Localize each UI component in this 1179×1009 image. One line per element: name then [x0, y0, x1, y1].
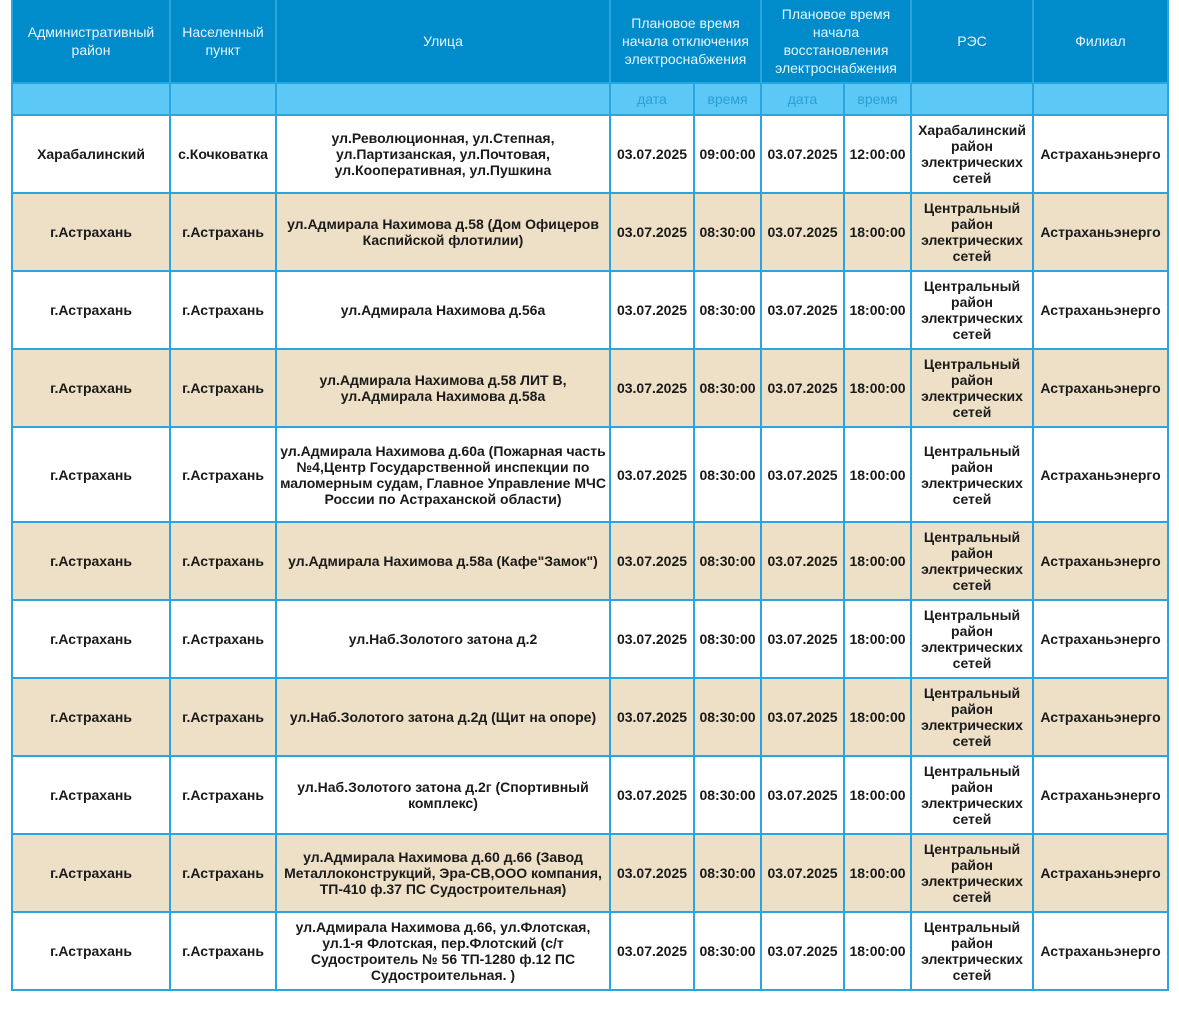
cell-res: Центральный район электрических сетей [911, 427, 1033, 522]
cell-district: г.Астрахань [12, 193, 170, 271]
cell-off-date: 03.07.2025 [610, 678, 694, 756]
cell-off-date: 03.07.2025 [610, 349, 694, 427]
table-row [12, 600, 1168, 678]
table-row [12, 115, 1168, 193]
cell-res: Центральный район электрических сетей [911, 349, 1033, 427]
cell-off-date: 03.07.2025 [610, 427, 694, 522]
cell-off-time: 08:30:00 [694, 600, 761, 678]
cell-street: ул.Адмирала Нахимова д.58 ЛИТ В, ул.Адмирала Нахимова д.58а [276, 349, 610, 427]
header-row [12, 0, 1168, 83]
cell-res: Центральный район электрических сетей [911, 193, 1033, 271]
cell-locality: г.Астрахань [170, 193, 276, 271]
cell-district: г.Астрахань [12, 600, 170, 678]
header-locality: Населенный пункт [170, 0, 276, 83]
cell-on-time: 18:00:00 [844, 756, 911, 834]
cell-branch: Астраханьэнерго [1033, 678, 1168, 756]
cell-off-date: 03.07.2025 [610, 115, 694, 193]
cell-on-time: 18:00:00 [844, 912, 911, 990]
cell-branch: Астраханьэнерго [1033, 756, 1168, 834]
cell-street: ул.Адмирала Нахимова д.60а (Пожарная часть №4,Центр Государственной инспекции по маломерным судам, Главное Управление МЧС России по Астраханской области) [276, 427, 610, 522]
header-street: Улица [276, 0, 610, 83]
cell-on-time: 18:00:00 [844, 193, 911, 271]
cell-on-date: 03.07.2025 [761, 522, 844, 600]
cell-off-time: 08:30:00 [694, 756, 761, 834]
cell-district: г.Астрахань [12, 756, 170, 834]
subheader-on-date: дата [761, 83, 844, 115]
cell-street: ул.Наб.Золотого затона д.2 [276, 600, 610, 678]
subheader-off-time: время [694, 83, 761, 115]
cell-on-time: 12:00:00 [844, 115, 911, 193]
cell-off-time: 09:00:00 [694, 115, 761, 193]
subheader-on-time: время [844, 83, 911, 115]
cell-street: ул.Адмирала Нахимова д.58а (Кафе"Замок") [276, 522, 610, 600]
cell-res: Центральный район электрических сетей [911, 600, 1033, 678]
cell-off-time: 08:30:00 [694, 834, 761, 912]
cell-off-date: 03.07.2025 [610, 271, 694, 349]
cell-on-time: 18:00:00 [844, 678, 911, 756]
cell-branch: Астраханьэнерго [1033, 522, 1168, 600]
cell-district: г.Астрахань [12, 912, 170, 990]
outage-table [11, 0, 1169, 991]
table-row [12, 834, 1168, 912]
header-branch: Филиал [1033, 0, 1168, 83]
subheader-empty [12, 83, 170, 115]
cell-off-date: 03.07.2025 [610, 756, 694, 834]
subheader-off-date: дата [610, 83, 694, 115]
cell-locality: г.Астрахань [170, 427, 276, 522]
cell-street: ул.Адмирала Нахимова д.58 (Дом Офицеров Каспийской флотилии) [276, 193, 610, 271]
cell-locality: г.Астрахань [170, 756, 276, 834]
table-row [12, 427, 1168, 522]
header-on-time: Плановое время начала восстановления электроснабжения [761, 0, 911, 83]
cell-on-date: 03.07.2025 [761, 756, 844, 834]
cell-res: Центральный район электрических сетей [911, 912, 1033, 990]
cell-on-time: 18:00:00 [844, 834, 911, 912]
cell-res: Центральный район электрических сетей [911, 756, 1033, 834]
cell-street: ул.Наб.Золотого затона д.2г (Спортивный комплекс) [276, 756, 610, 834]
cell-street: ул.Адмирала Нахимова д.56а [276, 271, 610, 349]
cell-branch: Астраханьэнерго [1033, 834, 1168, 912]
cell-res: Центральный район электрических сетей [911, 522, 1033, 600]
table-row [12, 678, 1168, 756]
cell-res: Центральный район электрических сетей [911, 271, 1033, 349]
cell-district: г.Астрахань [12, 678, 170, 756]
cell-off-date: 03.07.2025 [610, 522, 694, 600]
header-res: РЭС [911, 0, 1033, 83]
cell-on-time: 18:00:00 [844, 271, 911, 349]
cell-locality: г.Астрахань [170, 834, 276, 912]
subheader-row [12, 83, 1168, 115]
cell-locality: г.Астрахань [170, 678, 276, 756]
cell-locality: г.Астрахань [170, 912, 276, 990]
subheader-empty [911, 83, 1033, 115]
cell-branch: Астраханьэнерго [1033, 193, 1168, 271]
cell-locality: г.Астрахань [170, 522, 276, 600]
cell-on-date: 03.07.2025 [761, 600, 844, 678]
cell-branch: Астраханьэнерго [1033, 115, 1168, 193]
cell-on-time: 18:00:00 [844, 600, 911, 678]
cell-branch: Астраханьэнерго [1033, 271, 1168, 349]
cell-off-time: 08:30:00 [694, 522, 761, 600]
cell-on-time: 18:00:00 [844, 522, 911, 600]
table-row [12, 193, 1168, 271]
cell-branch: Астраханьэнерго [1033, 427, 1168, 522]
cell-district: г.Астрахань [12, 834, 170, 912]
cell-street: ул.Революционная, ул.Степная, ул.Партизанская, ул.Почтовая, ул.Кооперативная, ул.Пушкина [276, 115, 610, 193]
table-row [12, 271, 1168, 349]
cell-branch: Астраханьэнерго [1033, 912, 1168, 990]
cell-street: ул.Наб.Золотого затона д.2д (Щит на опоре) [276, 678, 610, 756]
cell-off-time: 08:30:00 [694, 912, 761, 990]
cell-locality: г.Астрахань [170, 271, 276, 349]
cell-off-date: 03.07.2025 [610, 834, 694, 912]
cell-district: г.Астрахань [12, 427, 170, 522]
cell-on-date: 03.07.2025 [761, 193, 844, 271]
cell-branch: Астраханьэнерго [1033, 600, 1168, 678]
cell-off-time: 08:30:00 [694, 271, 761, 349]
cell-res: Центральный район электрических сетей [911, 678, 1033, 756]
cell-locality: с.Кочковатка [170, 115, 276, 193]
table-row [12, 912, 1168, 990]
table-row [12, 349, 1168, 427]
header-off-time: Плановое время начала отключения электроснабжения [610, 0, 761, 83]
cell-res: Центральный район электрических сетей [911, 834, 1033, 912]
cell-on-date: 03.07.2025 [761, 427, 844, 522]
cell-res: Харабалинский район электрических сетей [911, 115, 1033, 193]
subheader-empty [170, 83, 276, 115]
subheader-empty [1033, 83, 1168, 115]
cell-off-time: 08:30:00 [694, 678, 761, 756]
cell-locality: г.Астрахань [170, 349, 276, 427]
cell-street: ул.Адмирала Нахимова д.60 д.66 (Завод Металлоконструкций, Эра-СВ,ООО компания, ТП-410 ф.37 ПС Судостроительная) [276, 834, 610, 912]
cell-off-time: 08:30:00 [694, 349, 761, 427]
cell-off-date: 03.07.2025 [610, 193, 694, 271]
cell-street: ул.Адмирала Нахимова д.66, ул.Флотская, ул.1-я Флотская, пер.Флотский (с/т Судостроитель № 56 ТП-1280 ф.12 ПС Судостроительная. ) [276, 912, 610, 990]
cell-on-date: 03.07.2025 [761, 834, 844, 912]
cell-on-date: 03.07.2025 [761, 912, 844, 990]
cell-locality: г.Астрахань [170, 600, 276, 678]
cell-on-date: 03.07.2025 [761, 349, 844, 427]
cell-on-time: 18:00:00 [844, 427, 911, 522]
cell-off-date: 03.07.2025 [610, 600, 694, 678]
cell-off-time: 08:30:00 [694, 427, 761, 522]
cell-district: г.Астрахань [12, 349, 170, 427]
header-district: Административный район [12, 0, 170, 83]
cell-district: Харабалинский [12, 115, 170, 193]
cell-on-date: 03.07.2025 [761, 678, 844, 756]
cell-district: г.Астрахань [12, 522, 170, 600]
table-row [12, 756, 1168, 834]
table-row [12, 522, 1168, 600]
cell-district: г.Астрахань [12, 271, 170, 349]
cell-branch: Астраханьэнерго [1033, 349, 1168, 427]
cell-on-date: 03.07.2025 [761, 271, 844, 349]
cell-off-time: 08:30:00 [694, 193, 761, 271]
subheader-empty [276, 83, 610, 115]
cell-off-date: 03.07.2025 [610, 912, 694, 990]
cell-on-time: 18:00:00 [844, 349, 911, 427]
cell-on-date: 03.07.2025 [761, 115, 844, 193]
